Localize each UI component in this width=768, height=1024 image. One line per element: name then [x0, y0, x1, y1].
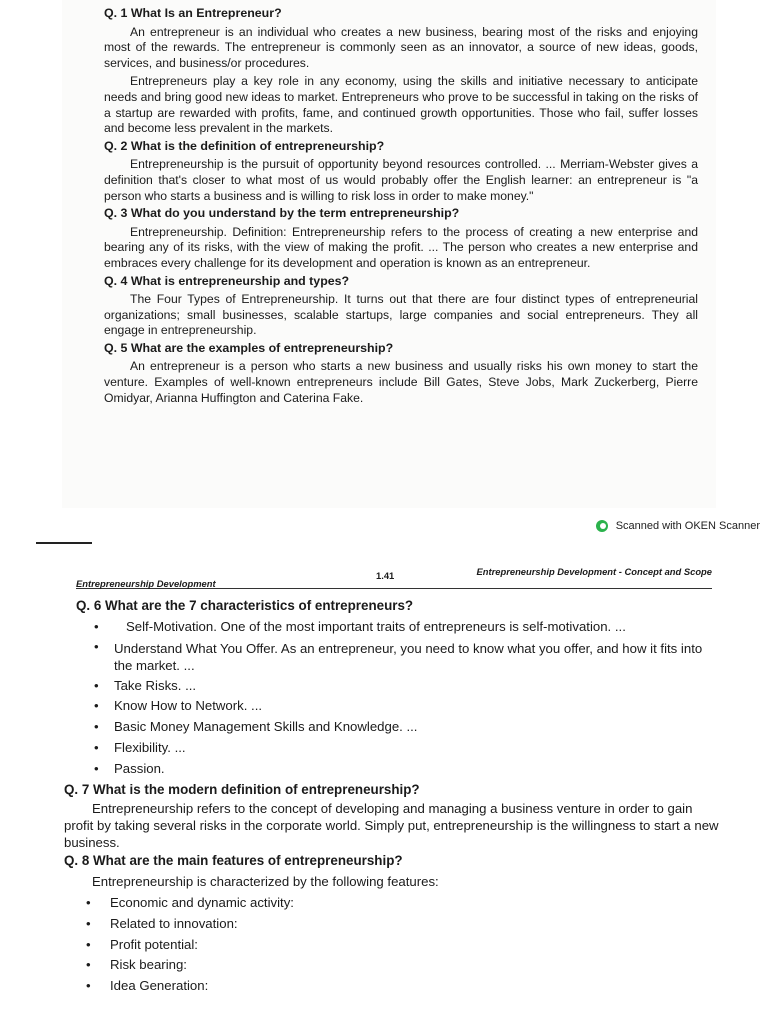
- list-item: • Idea Generation:: [64, 976, 724, 997]
- features-list: [64, 893, 724, 997]
- list-item: • Passion.: [64, 759, 724, 780]
- running-head-right: Entrepreneurship Development - Concept and Scope: [476, 566, 712, 577]
- list-item: • Understand What You Offer. As an entrepreneur, you need to know what you offer, and how it fits into the market. ...: [64, 638, 724, 676]
- paragraph: Entrepreneurship. Definition: Entrepreneurship refers to the process of creating a new enterprise and bearing any of its risks, with the view of making the profit. ... The person who creates a new enterprise and embraces every challenge for its development and operation is known as an entrepreneur.: [104, 224, 698, 270]
- paragraph: An entrepreneur is a person who starts a new business and usually risks his own money to start the venture. Examples of well-known entrepreneurs include Bill Gates, Steve Jobs, Mark Zuckerberg, Pierre Omidyar, Arianna Huffington and Caterina Fake.: [104, 359, 698, 405]
- top-page: [62, 0, 716, 508]
- list-item: • Know How to Network. ...: [64, 696, 724, 717]
- running-header: [76, 566, 712, 589]
- list-item: • Risk bearing:: [64, 955, 724, 976]
- paragraph: The Four Types of Entrepreneurship. It turns out that there are four distinct types of entrepreneurial organizations; small businesses, scalable startups, large companies and social entrepreneurs. They all engage in entrepreneurship.: [104, 292, 698, 338]
- question-heading: Q. 4 What is entrepreneurship and types?: [104, 273, 350, 288]
- paragraph: Entrepreneurship is characterized by the following features:: [92, 874, 439, 890]
- list-item: • Take Risks. ...: [64, 676, 724, 697]
- question-heading: Q. 5 What are the examples of entrepreneurship?: [104, 340, 394, 355]
- list-item: • Basic Money Management Skills and Knowledge. ...: [64, 717, 724, 738]
- paragraph: Entrepreneurship refers to the concept of developing and managing a business venture in order to gain profit by taking several risks in the corporate world. Simply put, entrepreneurship is the willingness to start a new business.: [64, 801, 719, 851]
- page-divider: [36, 542, 92, 544]
- scanner-label: Scanned with OKEN Scanner: [615, 520, 760, 532]
- top-page-content: [104, 6, 698, 406]
- bottom-page-content: [64, 596, 724, 997]
- scanner-watermark: [596, 519, 760, 533]
- characteristics-list: [64, 617, 724, 780]
- paragraph: An entrepreneur is an individual who creates a new business, bearing most of the risks and enjoying most of the rewards. The entrepreneur is commonly seen as an innovator, a source of new ideas, goods, services, and business/or procedures.: [104, 24, 698, 70]
- scanner-logo-icon: [596, 519, 610, 533]
- running-head-left: Entrepreneurship Development: [76, 578, 216, 589]
- paragraph: Entrepreneurship is the pursuit of opportunity beyond resources controlled. ... Merriam-Webster gives a definition that's closer to what most of us would probably offer the English learner: an entrepreneur is "a person who starts a business and is willing to risk loss in order to make money.": [104, 157, 698, 203]
- list-item: • Self-Motivation. One of the most important traits of entrepreneurs is self-motivation. ...: [64, 617, 724, 638]
- question-heading: Q. 8 What are the main features of entrepreneurship?: [64, 853, 403, 869]
- list-item: • Related to innovation:: [64, 914, 724, 935]
- question-heading: Q. 7 What is the modern definition of entrepreneurship?: [64, 781, 420, 797]
- question-heading: Q. 2 What is the definition of entrepreneurship?: [104, 138, 385, 153]
- question-heading: Q. 3 What do you understand by the term entrepreneurship?: [104, 206, 460, 221]
- list-item: • Economic and dynamic activity:: [64, 893, 724, 914]
- paragraph: Entrepreneurs play a key role in any economy, using the skills and initiative necessary to anticipate needs and bring good new ideas to market. Entrepreneurs who prove to be successful in taking on the risks of a startup are rewarded with profits, fame, and continued growth opportunities. Those who fail, suffer losses and become less prevalent in the markets.: [104, 74, 698, 136]
- list-item: • Flexibility. ...: [64, 738, 724, 759]
- list-item: • Profit potential:: [64, 935, 724, 956]
- page-number: 1.41: [376, 570, 395, 581]
- question-heading: Q. 1 What Is an Entrepreneur?: [104, 6, 282, 20]
- question-heading: Q. 6 What are the 7 characteristics of entrepreneurs?: [76, 598, 414, 613]
